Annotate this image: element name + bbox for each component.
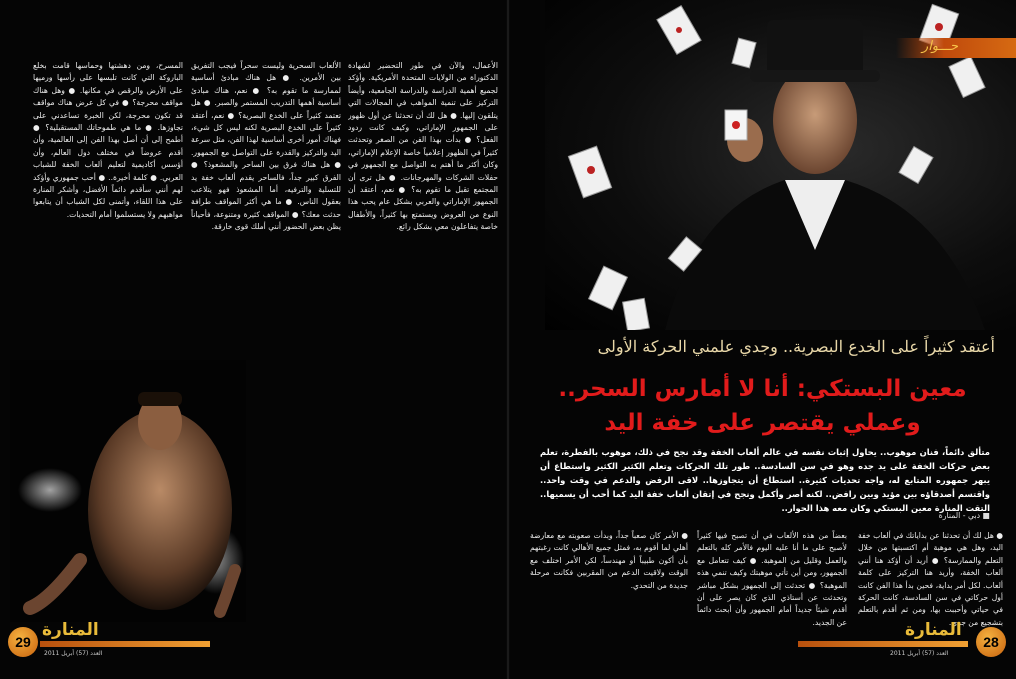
left-page-footer-bar: [40, 641, 210, 647]
page-number-right: 28: [976, 627, 1006, 657]
magician-dust-photo: [10, 360, 246, 622]
magician-dust-illustration: [10, 360, 246, 622]
issue-info-right: العدد (57) أبريل 2011: [890, 650, 949, 657]
left-page-column-1: [348, 60, 498, 470]
section-label-strip: [896, 38, 1016, 58]
section-label: حـــوار: [921, 39, 958, 54]
article-intro: متألق دائماً، فنان موهوب.. يحاول إثبات نفسه في عالم ألعاب الخفة وقد نجح في ذلك، موهوب بالفطرة، تعلم بعض حركات الخفة على يد جده وهو في سن السادسة.. طور تلك الحركات وتعلم الكثير الكثير واستطاع أن يبهر جمهوره المتابع له، واجه تحديات كثيرة.. استطاع أن يتجاوزها.. لاقى الرفض والدعم في وقت واحد.. واقتسم أصدقاؤه بين مؤيد وبين رافض.. لكنه أصر وأكمل ونجح في إتقان ألعاب خفة اليد كما أحب أن يسميها.. التقت المنارة معين البستكي وكان معه هذا الحوار..: [540, 447, 990, 513]
right-page-column-3: [530, 530, 688, 670]
left-page-column-2-text: الألعاب السحرية وليست سحراً فيجب التفريق بين الأمرين. ● هل هناك مبادئ أساسية لممارسة ما تقوم به؟ ● نعم، هناك مبادئ أساسية أهمها التدريب المستمر والصبر. ● هل تعتمد كثيراً على الخدع البصرية؟ ● نعم، أعتقد كثيراً على الخدع البصرية لكنه ليس كل شيء، فهناك أمور أخرى أساسية لهذا الفن، مثل سرعة اليد والتركيز والقدرة على التواصل مع الجمهور. ● هل هناك فرق بين الساحر والمشعوذ؟ ● الفرق كبير جداً، فالساحر يقدم ألعاب خفة يد للتسلية والترفيه، أما المشعوذ فهو يتلاعب بعقول الناس. ● ما هي أكثر المواقف طرافة حدثت معك؟ ● المواقف كثيرة ومتنوعة، فأحياناً يظن بعض الحضور أنني أملك قوى خارقة.: [191, 61, 341, 232]
left-page-column-3-text: المسرح، ومن دهشتها وحماسها قامت بخلع الباروكة التي كانت تلبسها على رأسها ورميها على الأرض والرقص في مكانها. ● وهل هناك مواقف محرجة؟ ● في كل عرض هناك مواقف قد تكون محرجة، لكن الخبرة تساعدني على تجاوزها. ● ما هي طموحاتك المستقبلية؟ ● أطمح إلى أن أصل بهذا الفن إلى العالمية، وأن أقدم عروضاً في مختلف دول العالم، وأن أؤسس أكاديمية لتعليم ألعاب الخفة للشباب العربي. ● كلمة أخيرة.. ● أحب جمهوري وأؤكد لهم أنني سأقدم دائماً الأفضل، وأشكر المنارة على هذا اللقاء، وأتمنى لكل الشباب أن يتابعوا مواهبهم ولا يستسلموا أمام التحديات.: [33, 61, 183, 219]
article-byline: ■ دبي - المنارة: [938, 511, 990, 520]
right-page-column-3-text: ● الأمر كان صعباً جداً، وبدأت صعوبته مع معارضة أهلي لما أقوم به، فمثل جميع الأهالي كانت رغبتهم بأن أكون طبيباً أو مهندساً، لكن الأمر اختلف مع الوقت ولاقيت الدعم من المقربين فكانت مرحلة جديدة من التحدي.: [530, 531, 688, 590]
issue-info-left: العدد (57) أبريل 2011: [44, 650, 103, 657]
left-page-column-1-text: الأعمال، والآن في طور التحضير لشهادة الدكتوراة من الولايات المتحدة الأمريكية. وأؤكد لجميع أهمية الدراسة والدراسة الجامعية، وأيضاً التركيز على تنمية المواهب في المجالات التي يتلقون إليها. ● هل لك أن تحدثنا عن أول ظهور على الجمهور الإماراتي، وكيف كانت ردود الفعل؟ ● بدأت بهذا الفن من الصغر وتحدثت كثيراً في الظهور إعلامياً خاصة الإعلام الإماراتي، وكان أكثر ما أهتم به التواصل مع الجمهور في حفلات الشركات والمهرجانات. ● هل ترى أن المجتمع تقبل ما تقوم به؟ ● نعم، أعتقد أن الجمهور الإماراتي والعربي بشكل عام يحب هذا النوع من العروض ويستمتع بها كثيراً، والأطفال خاصة يتفاعلون معي بشكل رائع.: [348, 61, 498, 232]
headline-line-1: معين البستكي: أنا لا أمارس السحر..: [558, 376, 967, 402]
magazine-logo-right: المنارة: [905, 620, 962, 640]
magazine-logo-left: المنارة: [42, 620, 99, 640]
left-page-column-3: [33, 60, 183, 358]
right-page-column-2-text: بعضاً من هذه الألعاب في أن تصبح فيها كثيراً لأصبح على ما أنا عليه اليوم فالأمر كله بالتعلم والعمل وقليل من الموهبة. ● كيف تتعامل مع الجمهور، ومن أين تأتي موهبتك وكيف تنمي هذه الموهبة؟ ● تحدثت إلى الجمهور بشكل مباشر وتحدثت عن أستاذي الذي كان يصر على أن أقدم شيئاً جديداً أمام الجمهور وأن أبحث دائماً عن الجديد.: [697, 531, 847, 627]
page-number-left: 29: [8, 627, 38, 657]
right-page-column-1-text: ● هل لك أن تحدثنا عن بداياتك في ألعاب خفة اليد، وهل هي موهبة أم اكتسبتها من خلال التعلم والممارسة؟ ● أريد أن أؤكد هنا أنني ألعاب الخفة، وأريد هنا التركيز على كلمة ألعاب. لكل أمر بداية، فحين بدأ هذا الفن كانت أول حركاتي في سن السادسة، كانت الحركة في حياتي وأحببت بها، ومن ثم أقدم بالتعلم بتشجيع من جدي.: [858, 531, 1003, 627]
right-page-footer-bar: [798, 641, 968, 647]
article-kicker: أعتقد كثيراً على الخدع البصرية.. وجدي علمني الحركة الأولى: [597, 337, 995, 356]
headline-line-2: وعملي يقتصر على خفة اليد: [604, 410, 921, 436]
right-page-column-1: [858, 530, 1003, 630]
right-page-column-2: [697, 530, 847, 670]
article-headline: [540, 372, 985, 440]
